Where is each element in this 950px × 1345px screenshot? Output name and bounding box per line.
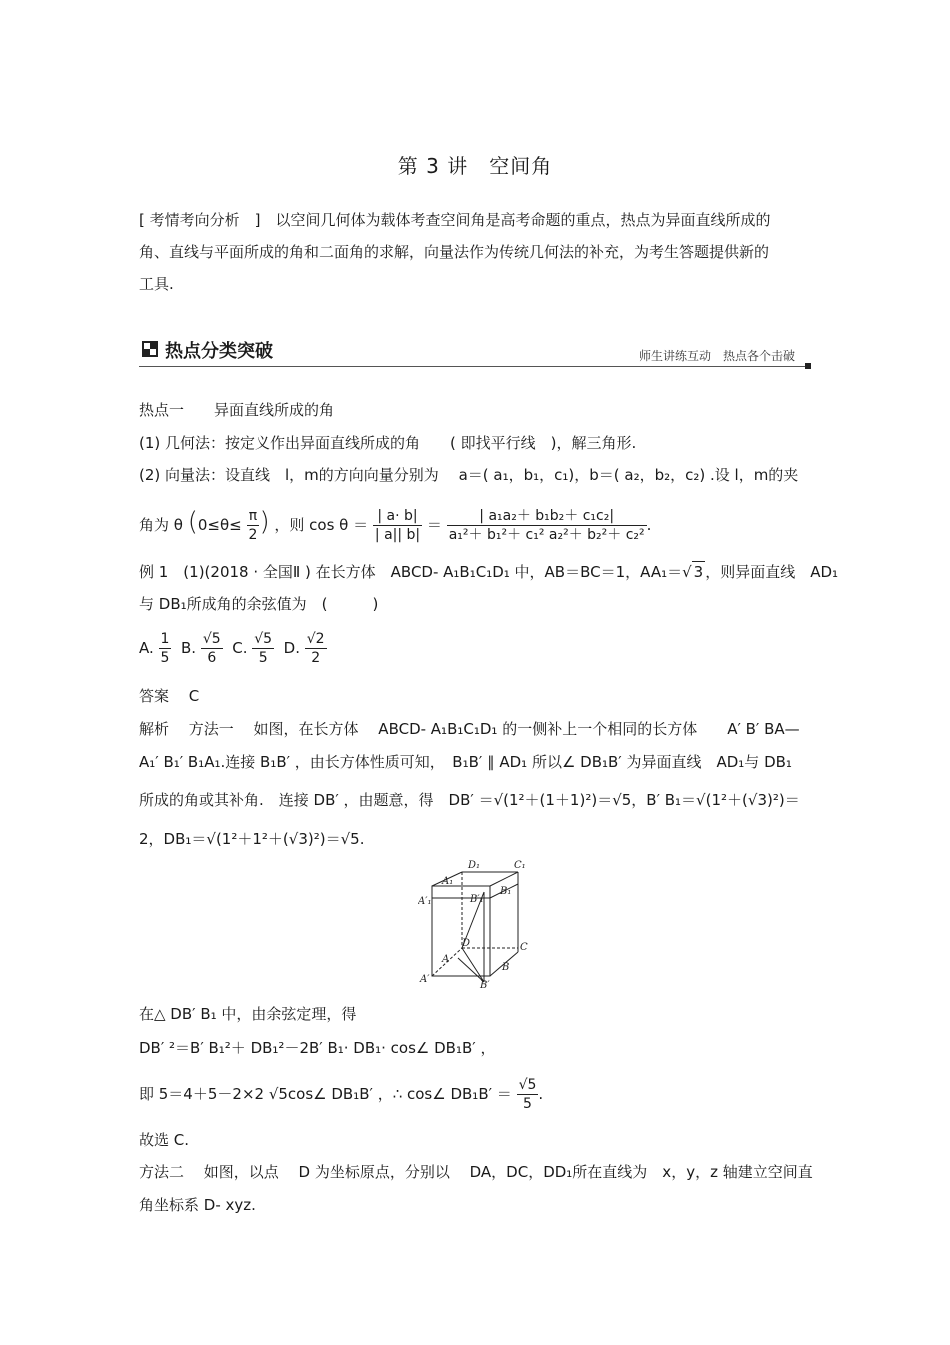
range-text: 0≤θ≤ xyxy=(197,516,242,534)
ex1-text-b: ，则异面直线 AD₁ xyxy=(705,563,839,581)
banner-square xyxy=(805,363,811,369)
label-C1: C₁ xyxy=(514,860,526,871)
label-B1p: B′₁ xyxy=(470,894,484,905)
cos-frac-2 xyxy=(447,507,647,544)
example-1-line-2: 与 DB₁所成角的余弦值为 ( ) xyxy=(139,595,379,613)
checker-icon xyxy=(142,341,158,357)
banner-subtitle: 师生讲练互动 热点各个击破 xyxy=(638,349,795,363)
opt-a-num: 1 xyxy=(160,631,170,647)
banner-title: 热点分类突破 xyxy=(165,341,273,362)
cuboid-figure xyxy=(418,858,530,988)
choose-line: 故选 C. xyxy=(139,1131,190,1149)
angle-formula xyxy=(139,500,651,547)
option-a-label: A. xyxy=(139,639,154,657)
cos-text: ，则 cos θ ＝ xyxy=(274,516,369,534)
label-A1p: A′₁ xyxy=(418,896,432,907)
banner-rule xyxy=(139,366,811,367)
frac2-num: | a₁a₂＋ b₁b₂＋ c₁c₂| xyxy=(447,507,647,526)
tri3-num: √5 xyxy=(518,1077,537,1093)
label-D: D xyxy=(462,938,471,949)
triangle-line-3 xyxy=(139,1072,543,1116)
label-A1: A₁ xyxy=(442,876,454,887)
intro-paragraph: [ 考情考向分析 ] 以空间几何体为载体考查空间角是高考命题的重点，热点为异面直线所成的角、直线与平面所成的角和二面角的求解，向量法作为传统几何法的补充，为考生答题提供新的工具. xyxy=(139,211,771,293)
method-vector: (2) 向量法：设直线 l，m的方向向量分别为 a＝( a₁，b₁，c₁)，b＝( a₂，b₂，c₂) .设 l，m的夹 xyxy=(139,466,799,484)
ex1-sqrt: 3 xyxy=(693,563,704,581)
option-b-frac xyxy=(201,630,223,667)
option-d-frac xyxy=(305,630,327,667)
paren-open: ( xyxy=(187,507,198,537)
cos-frac-1 xyxy=(373,507,422,544)
solution-line-4: 2，DB₁＝√(1²＋1²＋(√3)²)＝√5. xyxy=(139,830,365,848)
option-d-label: D. xyxy=(283,639,300,657)
answer-line: 答案 C xyxy=(139,687,200,705)
frac2-den: a₁²＋ b₁²＋ c₁² a₂²＋ b₂²＋ c₂² xyxy=(448,527,645,543)
section-banner xyxy=(139,337,811,369)
triangle-line-2: DB′ ²＝B′ B₁²＋ DB₁²－2B′ B₁· DB₁· cos∠ DB₁B′ ， xyxy=(139,1039,496,1057)
pi-over-two xyxy=(247,507,260,544)
opt-c-num: √5 xyxy=(254,631,273,647)
page-title: 第 3 讲 空间角 xyxy=(397,154,553,178)
hotspot-heading: 热点一 异面直线所成的角 xyxy=(139,401,335,419)
method2-line-1: 方法二 如图，以点 D 为坐标原点，分别以 DA，DC，DD₁所在直线为 x，y，z 轴建立空间直 xyxy=(139,1163,813,1181)
solution-line-1: 解析 方法一 如图，在长方体 ABCD- A₁B₁C₁D₁ 的一侧补上一个相同的长方体 A′ B′ BA— xyxy=(139,720,800,738)
label-B1: B₁ xyxy=(500,886,512,897)
label-Ap: A′ xyxy=(420,974,430,985)
triangle-line-1: 在△ DB′ B₁ 中，由余弦定理，得 xyxy=(139,1005,357,1023)
opt-d-num: √2 xyxy=(306,631,325,647)
formula-end: . xyxy=(646,516,652,534)
answer-options xyxy=(139,628,327,668)
opt-b-den: 6 xyxy=(207,650,217,666)
tri3-den: 5 xyxy=(523,1096,532,1112)
tri3-text: 即 5＝4＋5－2×2 √5cos∠ DB₁B′ ，∴ cos∠ DB₁B′ ＝ xyxy=(139,1085,512,1103)
label-A: A xyxy=(442,954,450,965)
ex1-text-a: 例 1 (1)(2018 · 全国Ⅱ ) 在长方体 ABCD- A₁B₁C₁D₁ 中，AB＝BC＝1，AA₁＝ xyxy=(139,563,683,581)
label-B: B xyxy=(502,962,510,973)
option-a-frac xyxy=(159,630,172,667)
method2-line-2: 角坐标系 D- xyz. xyxy=(139,1196,256,1214)
opt-a-den: 5 xyxy=(160,650,170,666)
frac1-den: | a|| b| xyxy=(374,527,421,543)
label-Bp: B′ xyxy=(480,980,490,988)
solution-line-3: 所成的角或其补角. 连接 DB′ ，由题意，得 DB′ ＝√(1²＋(1＋1)²)＝√5，B′ B₁＝√(1²＋(√3)²)＝ xyxy=(139,791,800,809)
paren-close: ) xyxy=(259,507,270,537)
solution-line-2: A₁′ B₁′ B₁A₁.连接 B₁B′ ，由长方体性质可知， B₁B′ ∥ AD₁ 所以∠ DB₁B′ 为异面直线 AD₁与 DB₁ xyxy=(139,753,792,771)
opt-c-den: 5 xyxy=(258,650,268,666)
pi-den: 2 xyxy=(248,527,258,543)
option-c-label: C. xyxy=(232,639,248,657)
method-geometric: (1) 几何法：按定义作出异面直线所成的角 ( 即找平行线 )，解三角形. xyxy=(139,434,637,452)
example-1-line-1: 例 1 (1)(2018 · 全国Ⅱ ) 在长方体 ABCD- A₁B₁C₁D₁ 中，AB＝BC＝1，AA₁＝√ 3 ，则异面直线 AD₁ xyxy=(139,563,839,581)
label-D1: D₁ xyxy=(468,860,481,871)
label-C: C xyxy=(520,942,528,953)
opt-d-den: 2 xyxy=(311,650,321,666)
option-c-frac xyxy=(252,630,274,667)
tri3-frac xyxy=(517,1076,539,1113)
equals-sign: ＝ xyxy=(426,516,442,534)
tri3-end: . xyxy=(538,1085,544,1103)
opt-b-num: √5 xyxy=(202,631,221,647)
option-b-label: B. xyxy=(181,639,197,657)
frac1-num: | a· b| xyxy=(373,507,422,526)
pi-num: π xyxy=(247,507,260,526)
formula-prefix: 角为 θ xyxy=(139,516,183,534)
